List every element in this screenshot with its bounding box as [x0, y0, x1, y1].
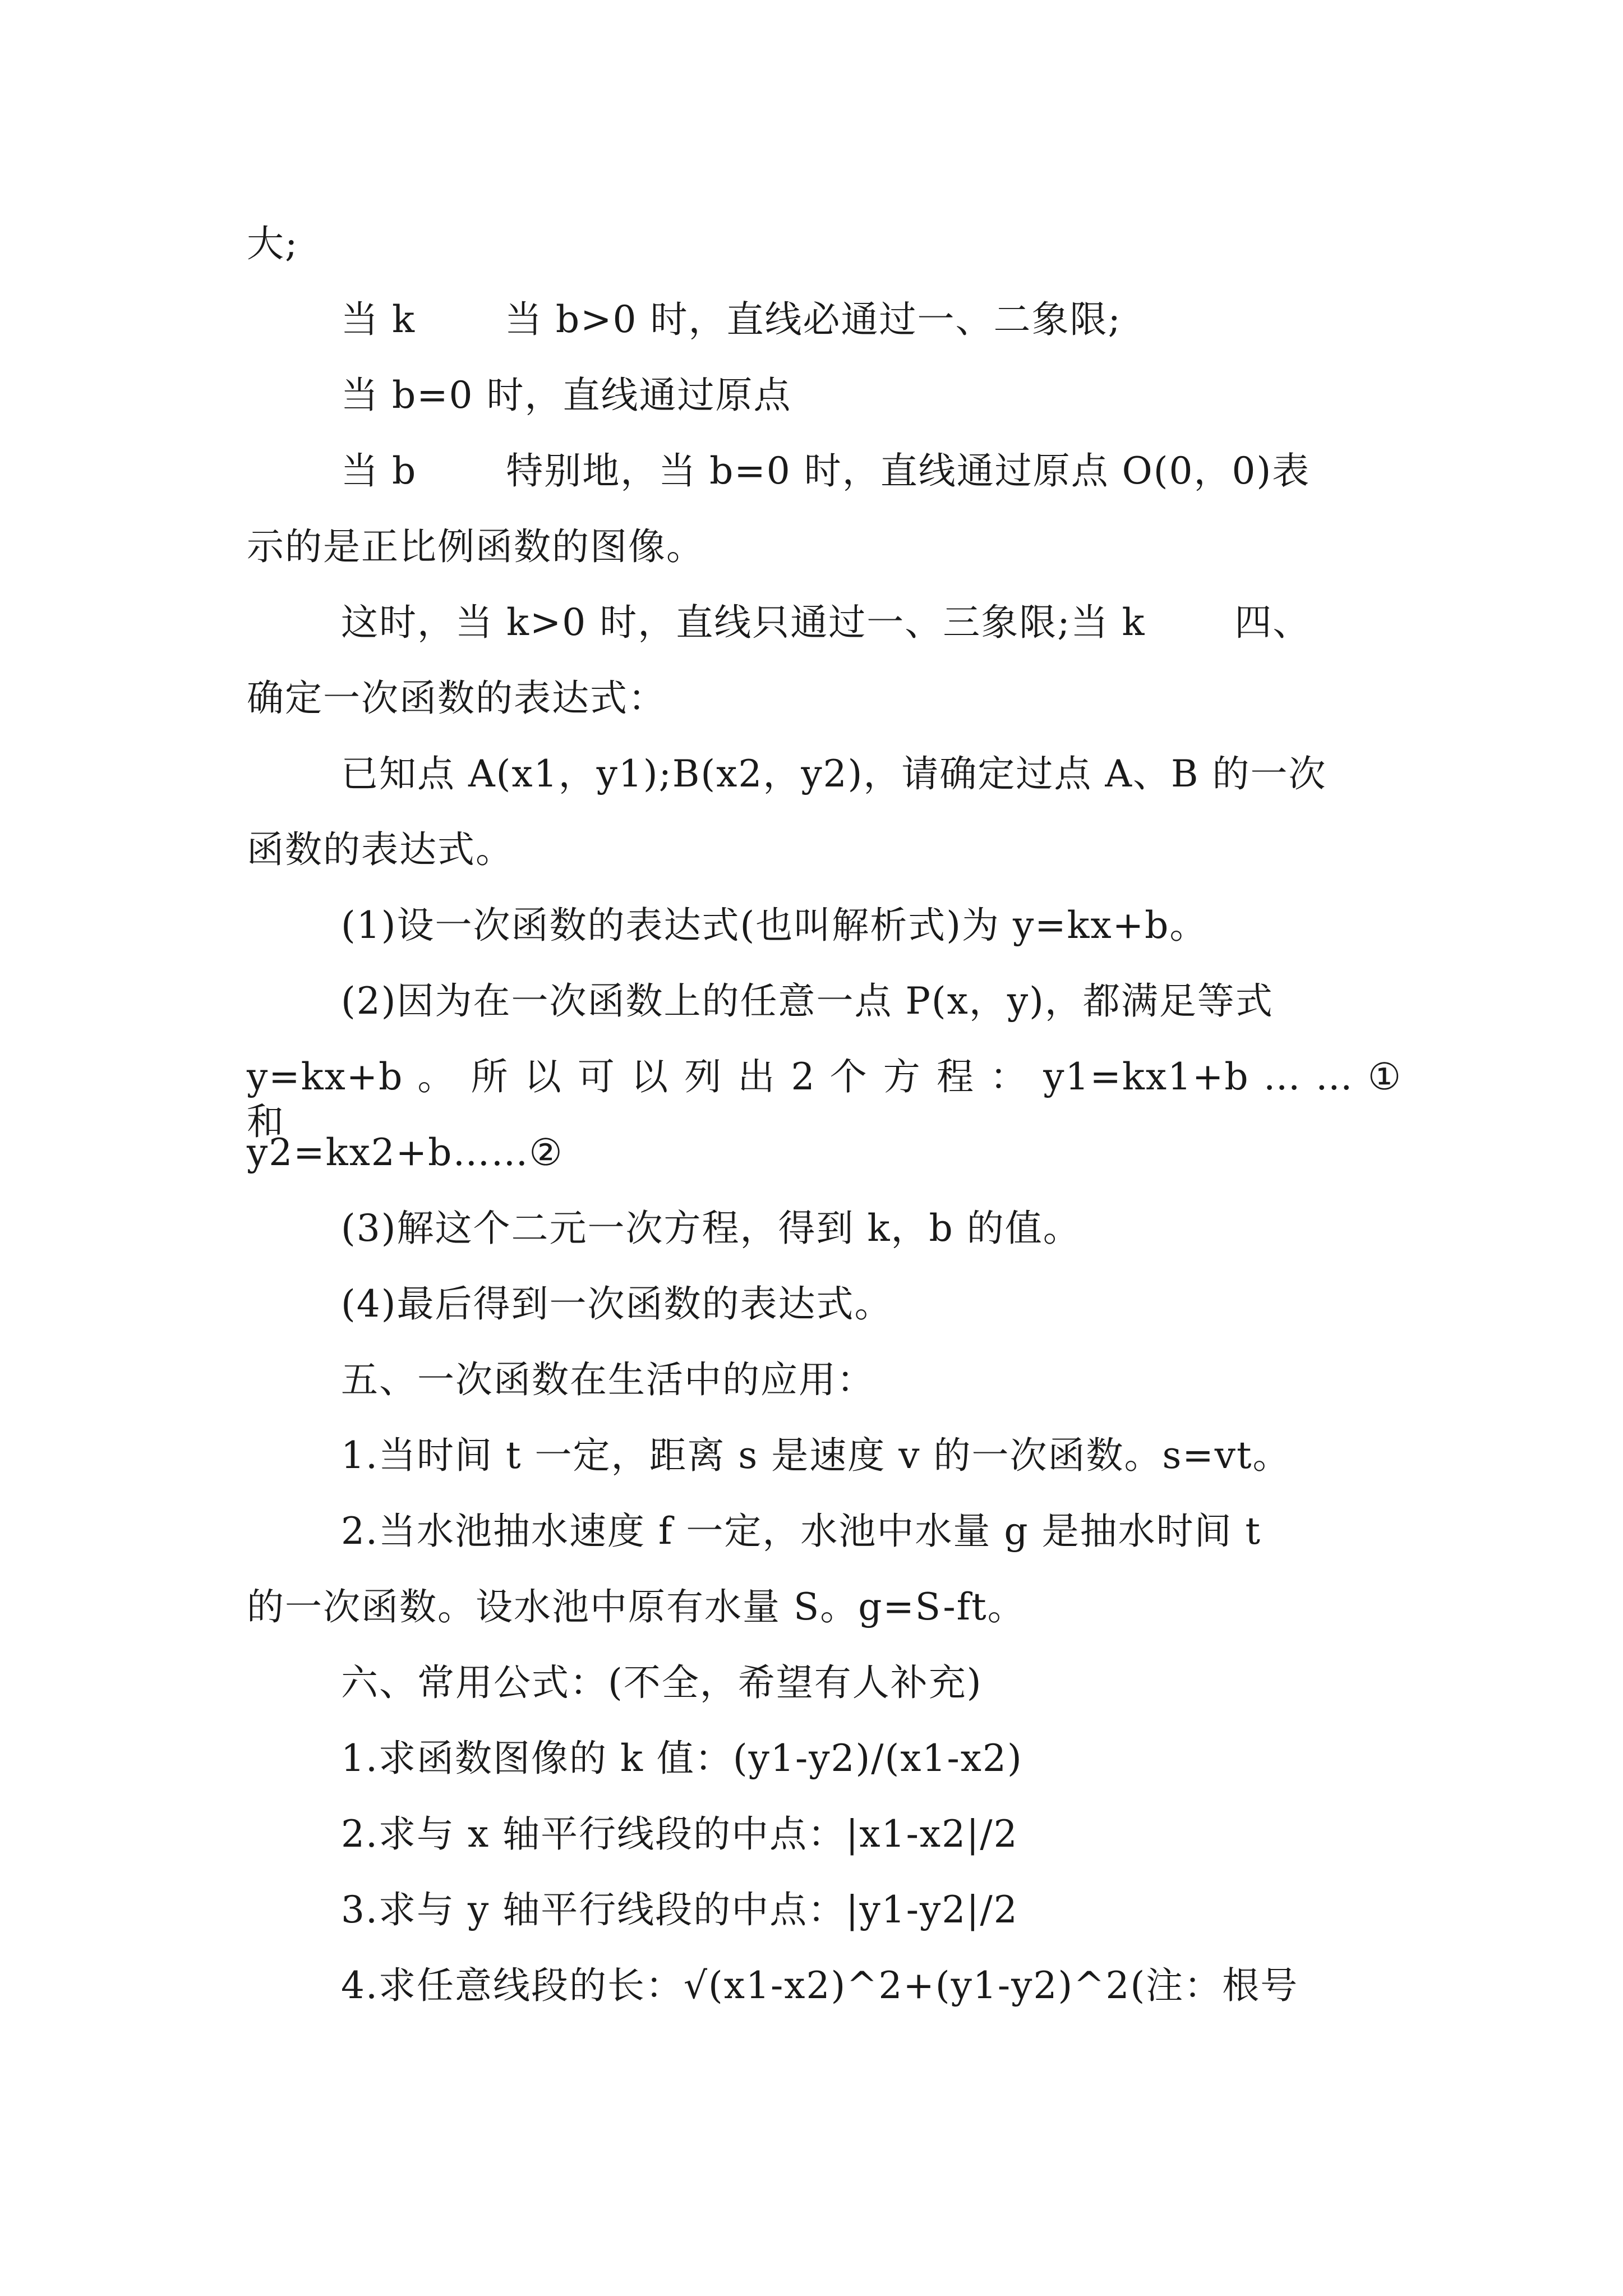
text-line: 示的是正比例函数的图像。 [247, 525, 704, 568]
section-heading: 六、常用公式：(不全，希望有人补充) [341, 1661, 983, 1704]
text-line: 已知点 A(x1，y1);B(x2，y2)，请确定过点 A、B 的一次 [341, 752, 1327, 795]
text-line: 2.当水池抽水速度 f 一定，水池中水量 g 是抽水时间 t [341, 1510, 1262, 1553]
text-line: 大; [247, 222, 299, 265]
section-heading: 五、一次函数在生活中的应用： [341, 1358, 875, 1401]
text-line: 这时，当 k>0 时，直线只通过一、三象限;当 k 四、 [341, 601, 1311, 644]
text-line: 3.求与 y 轴平行线段的中点：|y1-y2|/2 [341, 1888, 1018, 1931]
text-line: (3)解这个二元一次方程，得到 k，b 的值。 [341, 1207, 1081, 1250]
text-line: 确定一次函数的表达式： [247, 677, 666, 720]
text-line: y=kx+b 。 所 以 可 以 列 出 2 个 方 程 ： y1=kx1+b … … ① 和 [247, 1055, 1402, 1143]
text-line: (2)因为在一次函数上的任意一点 P(x，y)，都满足等式 [341, 979, 1274, 1023]
text-line: y2=kx2+b……② [247, 1131, 564, 1174]
text-line: 当 b=0 时，直线通过原点 [341, 374, 792, 417]
text-line: 当 b 特别地，当 b=0 时，直线通过原点 O(0，0)表 [341, 449, 1311, 493]
text-line: (1)设一次函数的表达式(也叫解析式)为 y=kx+b。 [341, 904, 1208, 947]
text-line: (4)最后得到一次函数的表达式。 [341, 1282, 893, 1326]
text-line: 1.当时间 t 一定，距离 s 是速度 v 的一次函数。s=vt。 [341, 1434, 1291, 1477]
text-line: 1.求函数图像的 k 值：(y1-y2)/(x1-x2) [341, 1737, 1023, 1780]
text-line: 2.求与 x 轴平行线段的中点：|x1-x2|/2 [341, 1812, 1018, 1856]
text-line: 的一次函数。设水池中原有水量 S。g=S-ft。 [247, 1585, 1026, 1628]
text-line: 4.求任意线段的长：√(x1-x2)^2+(y1-y2)^2(注：根号 [341, 1964, 1299, 2007]
text-line: 函数的表达式。 [247, 828, 514, 871]
text-line: 当 k 当 b>0 时，直线必通过一、二象限; [341, 298, 1122, 341]
